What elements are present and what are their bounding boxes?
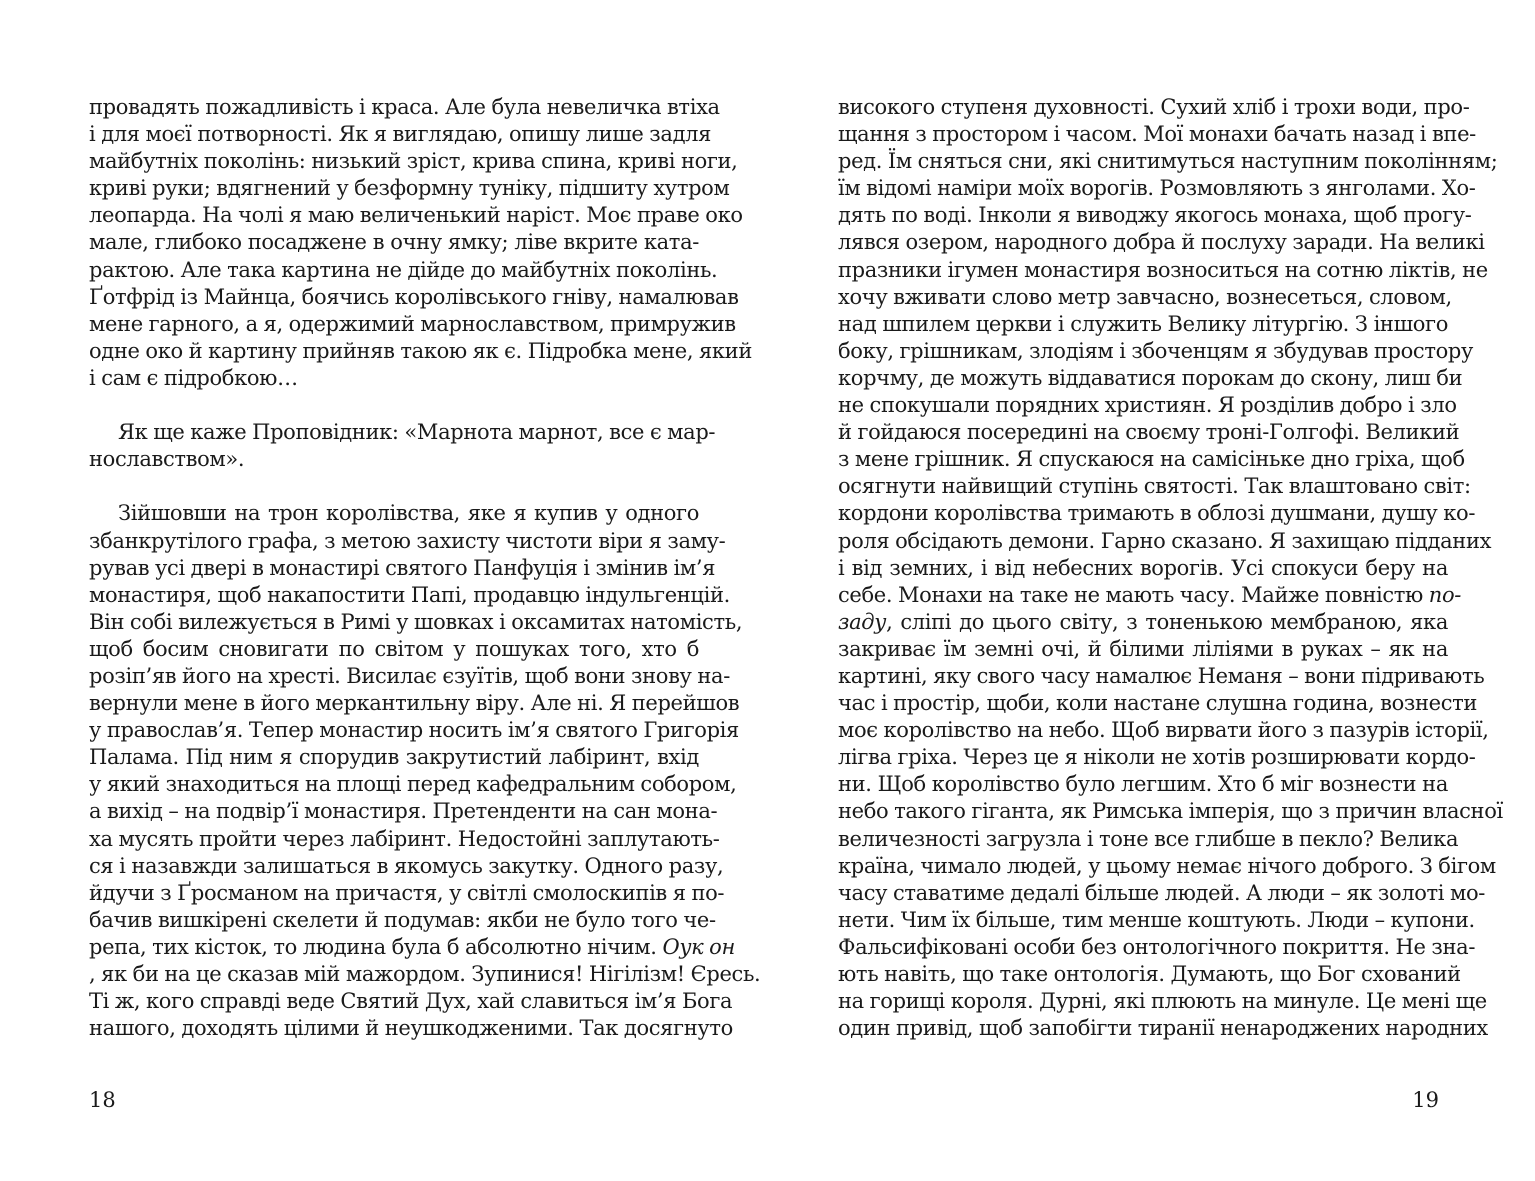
text-line: небо такого гіганта, як Римська імперія, що з причин власної	[838, 799, 1503, 824]
text-line: Палама. Під ним я спорудив закрутистий лабіринт, вхід	[89, 745, 699, 770]
text-line: провадять пожадливість і краса. Але була невеличка втіха	[89, 95, 720, 119]
text-line: нославством».	[89, 447, 245, 472]
text-segment: , сліпі до цього світу, з тоненькою мембраною, яка	[886, 609, 1448, 634]
text-line: не спокушали порядних християн. Я розділив добро і зло	[838, 393, 1457, 418]
text-line: роля обсідають демони. Гарно сказано. Я захищаю підданих	[838, 528, 1492, 553]
text-line: леопарда. На чолі я маю величенький наріст. Моє праве око	[89, 203, 743, 228]
text-line: і від земних, і від небесних ворогів. Усі спокуси беру на	[838, 555, 1448, 580]
text-line: над шпилем церкви і служить Велику літургію. З іншого	[838, 311, 1448, 336]
text-line: Як ще каже Проповідник: «Марнота марнот, все є мар-	[118, 420, 716, 445]
text-line: Фальсифіковані особи без онтологічного покриття. Не зна-	[838, 934, 1476, 959]
text-line: закриває їм земні очі, й білими ліліями в руках – як на	[838, 636, 1448, 661]
text-line: дять по воді. Інколи я виводжу якогось монаха, щоб прогу-	[838, 203, 1472, 228]
text-line: ха мусять пройти через лабіринт. Недостойні заплутають-	[89, 826, 720, 851]
text-line: монастиря, щоб накапостити Папі, продавцю індульгенцій.	[89, 582, 730, 607]
page-number: 19	[1412, 1088, 1439, 1112]
text-segment: себе. Монахи на таке не мають часу. Майже повністю	[838, 582, 1423, 607]
text-line: рактою. Але така картина не дійде до майбутніх поколінь.	[89, 257, 718, 282]
text-line: й гойдаюся посередині на своєму троні-Голгофі. Великий	[838, 420, 1460, 445]
text-line: щоб босим сновигати по світом у пошуках того, хто б	[89, 636, 699, 661]
text-line: лігва гріха. Через це я ніколи не хотів розширювати кордо-	[838, 745, 1476, 770]
text-line: хочу вживати слово метр завчасно, вознесеться, словом,	[838, 284, 1452, 309]
text-line: Зійшовши на трон королівства, яке я купив у одного	[118, 501, 699, 526]
text-line: Ті ж, кого справді веде Святий Дух, хай славиться ім’я Бога	[89, 989, 733, 1014]
page-number: 18	[89, 1088, 116, 1112]
text-line: боку, грішникам, злодіям і збоченцям я збудував простору	[838, 338, 1473, 363]
text-line: і для моєї потворності. Як я виглядаю, опишу лише задля	[89, 122, 712, 147]
text-segment: репа, тих кісток, то людина була б абсолютно нічим.	[89, 934, 657, 959]
text-line: рував усі двері в монастирі святого Панфуція і змінив ім’я	[89, 555, 716, 580]
text-line: лявся озером, народного добра й послуху заради. На великі	[838, 230, 1485, 255]
text-line: один привід, щоб запобігти тиранії ненароджених народних	[838, 1016, 1488, 1041]
text-line: кордони королівства тримають в облозі душмани, душу ко-	[838, 501, 1476, 526]
left-page-text	[89, 94, 761, 1042]
italic-phrase: заду	[838, 609, 887, 634]
text-line: у який знаходиться на площі перед кафедральним собором,	[89, 772, 737, 797]
text-line: криві руки; вдягнений у безформну туніку, підшиту хутром	[89, 176, 730, 201]
text-line	[838, 609, 1448, 636]
text-line: ни. Щоб королівство було легшим. Хто б міг вознести на	[838, 772, 1448, 797]
text-line: майбутніх поколінь: низький зріст, крива спина, криві ноги,	[89, 149, 738, 174]
italic-phrase: Оук он	[662, 934, 735, 959]
text-line: часу ставатиме дедалі більше людей. А люди – як золоті мо-	[838, 880, 1486, 905]
text-line: розіп’яв його на хресті. Висилає єзуїтів, щоб вони знову на-	[89, 663, 730, 688]
text-line: мене гарного, а я, одержимий марнославством, примружив	[89, 311, 736, 336]
text-line: осягнути найвищий ступінь святості. Так влаштовано світ:	[838, 474, 1471, 499]
text-line: збанкрутілого графа, з метою захисту чистоти віри я заму-	[89, 528, 726, 553]
text-segment: , як би на це сказав мій мажордом. Зупинися! Нігілізм! Єресь.	[89, 962, 761, 986]
text-line: ся і назавжди залишаться в якомусь закутку. Одного разу,	[89, 853, 724, 878]
right-page-text	[838, 94, 1503, 1042]
left-page	[0, 0, 767, 1181]
text-line: мале, глибоко посаджене в очну ямку; ліве вкрите ката-	[89, 230, 699, 255]
text-line: у православ’я. Тепер монастир носить ім’я святого Григорія	[89, 718, 739, 743]
text-line: празники ігумен монастиря возноситься на сотню ліктів, не	[838, 257, 1488, 282]
text-line	[89, 934, 735, 961]
text-line: одне око й картину прийняв такою як є. Підробка мене, який	[89, 338, 752, 363]
text-line: країна, чимало людей, у цьому немає нічого доброго. З бігом	[838, 853, 1496, 878]
text-line	[838, 582, 1462, 609]
italic-phrase: по-	[1428, 582, 1462, 607]
text-line: ють навіть, що таке онтологія. Думають, що Бог схований	[838, 962, 1461, 986]
right-page	[767, 0, 1534, 1181]
text-line: бачив вишкірені скелети й подумав: якби не було того че-	[89, 907, 716, 932]
text-line: а вихід – на подвір’ї монастиря. Претенденти на сан мона-	[89, 799, 718, 824]
text-line	[89, 961, 761, 988]
text-line: ред. Їм сняться сни, які снитимуться наступним поколінням;	[838, 149, 1498, 174]
text-line: і сам є підробкою…	[89, 365, 298, 390]
text-line: вернули мене в його меркантильну віру. Але ні. Я перейшов	[89, 691, 740, 716]
text-line: щання з простором і часом. Мої монахи бачать назад і впе-	[838, 122, 1476, 147]
text-line: йдучи з Ґросманом на причастя, у світлі смолоскипів я по-	[89, 880, 725, 905]
text-line: високого ступеня духовності. Сухий хліб і трохи води, про-	[838, 95, 1470, 119]
text-line: корчму, де можуть віддаватися порокам до скону, лиш би	[838, 365, 1463, 390]
text-line: картині, яку свого часу намалює Неманя – вони підривають	[838, 663, 1485, 688]
text-line: Ґотфрід із Майнца, боячись королівського гніву, намалював	[89, 284, 739, 309]
text-line: їм відомі наміри моїх ворогів. Розмовляють з янголами. Хо-	[838, 176, 1476, 201]
text-line: величезності загрузла і тоне все глибше в пекло? Велика	[838, 826, 1459, 851]
text-line: нашого, доходять цілими й неушкодженими. Так досягнуто	[89, 1016, 733, 1041]
text-line: моє королівство на небо. Щоб вирвати його з пазурів історії,	[838, 718, 1489, 743]
text-line: нети. Чим їх більше, тим менше коштують. Люди – купони.	[838, 907, 1475, 932]
text-line: з мене грішник. Я спускаюся на самісіньке дно гріха, щоб	[838, 447, 1465, 472]
text-line: час і простір, щоби, коли настане слушна година, вознести	[838, 691, 1478, 716]
text-line: на горищі короля. Дурні, які плюють на минуле. Це мені ще	[838, 989, 1487, 1014]
text-line: Він собі вилежується в Римі у шовках і оксамитах натомість,	[89, 609, 743, 634]
